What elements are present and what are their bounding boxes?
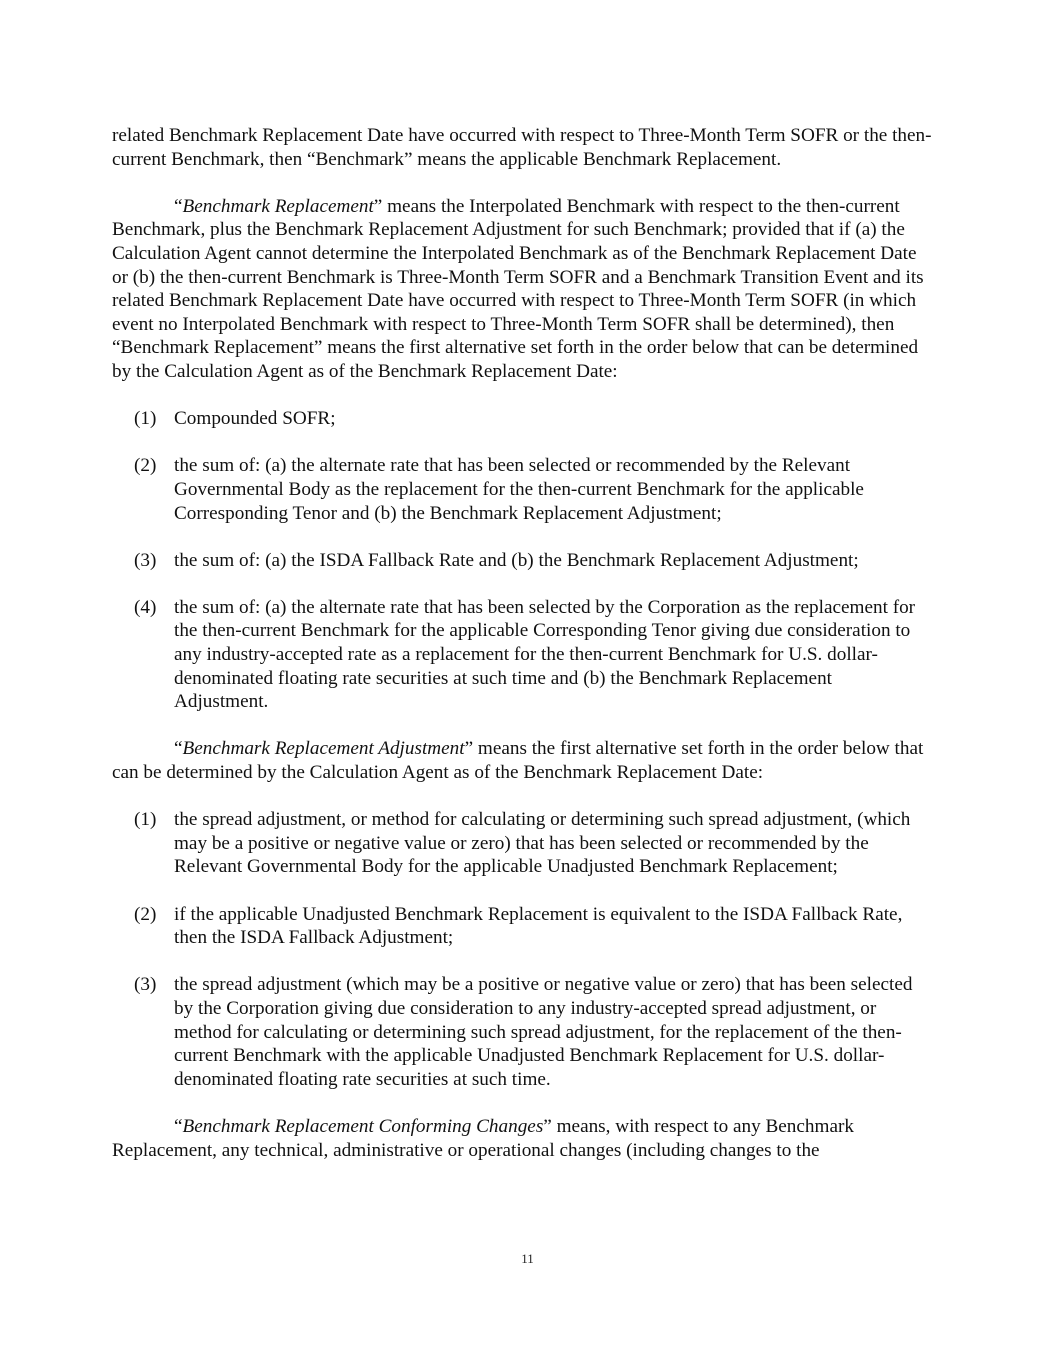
item-number: (2) xyxy=(134,903,157,925)
definition-benchmark-replacement xyxy=(112,195,932,384)
list-item xyxy=(112,808,932,879)
close-quote: ” xyxy=(543,1115,552,1137)
item-text: the spread adjustment (which may be a positive or negative value or zero) that has been selected by the Corporation giving due consideration to any industry-accepted spread adjustment, or method for calculating or determining such spread adjustment, for the replacement of the then-current Benchmark with the applicable Unadjusted Benchmark Replacement for U.S. dollar-denominated floating rate securities at such time. xyxy=(174,974,913,1090)
list-item xyxy=(112,903,932,950)
item-number: (2) xyxy=(134,455,157,477)
item-text: the spread adjustment, or method for calculating or determining such spread adjustment, (which may be a positive or negative value or zero) that has been selected or recommended by the Relevant Governmental Body for the applicable Unadjusted Benchmark Replacement; xyxy=(174,809,911,878)
open-quote: “ xyxy=(174,1115,183,1137)
definition-body: means the first alternative set forth in the order below that can be determined by the Calculation Agent as of the Benchmark Replacement Date: xyxy=(112,738,924,784)
list-item xyxy=(112,407,932,431)
benchmark-replacement-list xyxy=(112,407,932,714)
open-quote: “ xyxy=(174,738,183,760)
document-page xyxy=(112,124,932,1162)
page-number: 11 xyxy=(521,1251,534,1266)
defined-term: Benchmark Replacement Adjustment xyxy=(182,738,465,760)
definition-conforming-changes xyxy=(112,1115,932,1162)
defined-term: Benchmark Replacement xyxy=(182,195,374,217)
item-number: (3) xyxy=(134,549,157,571)
item-text: if the applicable Unadjusted Benchmark Replacement is equivalent to the ISDA Fallback Rate, then the ISDA Fallback Adjustment; xyxy=(174,903,903,949)
item-text: Compounded SOFR; xyxy=(174,408,336,430)
defined-term: Benchmark Replacement Conforming Changes xyxy=(182,1115,544,1137)
list-item xyxy=(112,596,932,714)
list-item xyxy=(112,454,932,525)
open-quote: “ xyxy=(174,195,183,217)
close-quote: ” xyxy=(464,738,474,760)
item-text: the sum of: (a) the ISDA Fallback Rate and (b) the Benchmark Replacement Adjustment; xyxy=(174,549,859,571)
item-text: the sum of: (a) the alternate rate that has been selected or recommended by the Relevant Governmental Body as the replacement for the then-current Benchmark for the applicable Corresponding Tenor and (b) the Benchmark Replacement Adjustment; xyxy=(174,455,864,524)
definition-body: means the Interpolated Benchmark with respect to the then-current Benchmark, plus the Benchmark Replacement Adjustment for such Benchmark; provided that if (a) the Calculation Agent cannot determine the Interpolated Benchmark as of the Benchmark Replacement Date or (b) the then-current Benchmark is Three-Month Term SOFR and a Benchmark Transition Event and its related Benchmark Replacement Date have occurred with respect to Three-Month Term SOFR (in which event no Interpolated Benchmark with respect to Three-Month Term SOFR shall be determined), then “Benchmark Replacement” means the first alternative set forth in the order below that can be determined by the Calculation Agent as of the Benchmark Replacement Date: xyxy=(112,195,924,382)
close-quote: ” xyxy=(373,195,383,217)
item-number: (1) xyxy=(134,408,157,430)
definition-body: means, with respect to any Benchmark Replacement, any technical, administrative or operational changes (including changes to the xyxy=(112,1115,854,1161)
list-item xyxy=(112,549,932,573)
item-number: (1) xyxy=(134,809,157,831)
item-text: the sum of: (a) the alternate rate that has been selected by the Corporation as the replacement for the then-current Benchmark for the applicable Corresponding Tenor giving due consideration to any industry-accepted rate as a replacement for the then-current Benchmark for U.S. dollar-denominated floating rate securities at such time and (b) the Benchmark Replacement Adjustment. xyxy=(174,596,916,713)
continuation-paragraph: related Benchmark Replacement Date have occurred with respect to Three-Month Term SOFR or the then-current Benchmark, then “Benchmark” means the applicable Benchmark Replacement. xyxy=(112,125,932,170)
item-number: (4) xyxy=(134,596,157,618)
definition-benchmark-replacement-adjustment xyxy=(112,737,932,784)
adjustment-list xyxy=(112,808,932,1091)
item-number: (3) xyxy=(134,974,157,996)
list-item xyxy=(112,973,932,1091)
